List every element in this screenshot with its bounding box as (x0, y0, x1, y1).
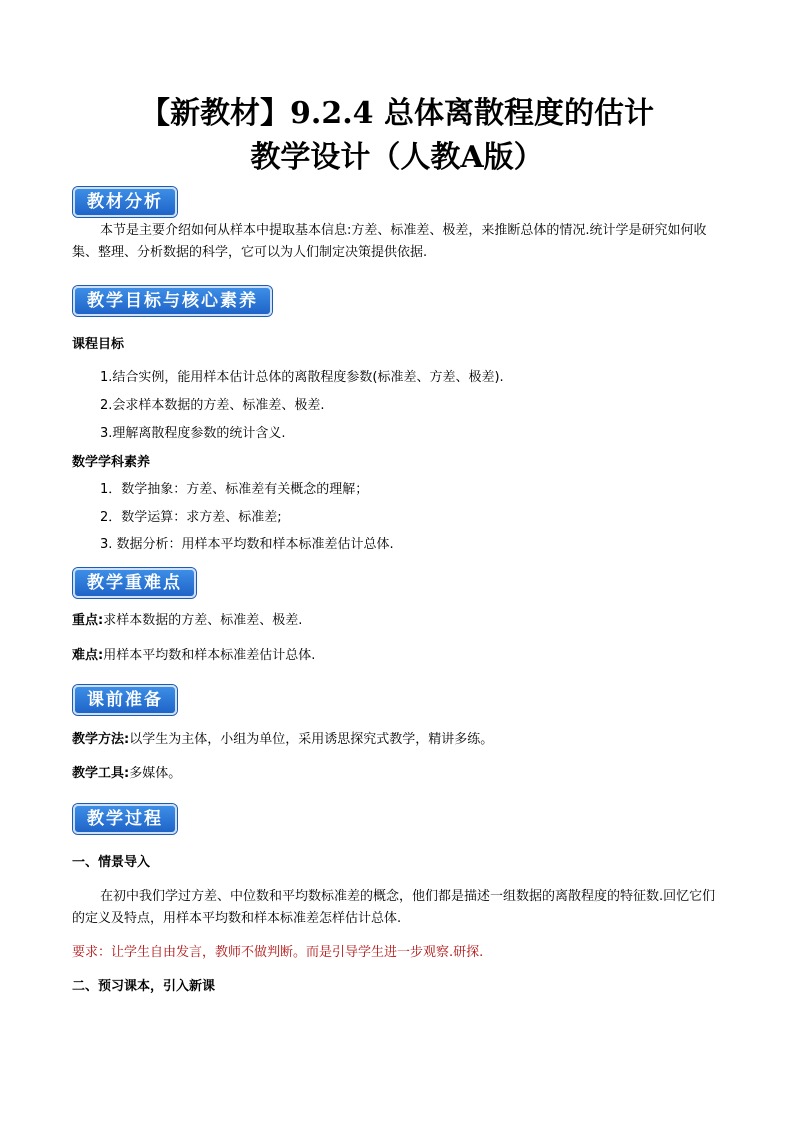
teaching-method-label: 教学方法: (72, 732, 130, 747)
literacy-item: 3. 数据分析：用样本平均数和样本标准差估计总体. (100, 537, 394, 552)
teaching-method-line (72, 729, 724, 751)
difficult-point-text: 用样本平均数和样本标准差估计总体. (103, 648, 316, 663)
step1-heading: 一、情景导入 (72, 855, 151, 870)
course-goals-heading: 课程目标 (72, 337, 125, 352)
key-point-text: 求样本数据的方差、标准差、极差. (103, 613, 303, 628)
badge-analysis: 教材分析 (73, 187, 177, 217)
step2-heading: 二、预习课本，引入新课 (72, 979, 216, 994)
literacy-heading: 数学学科素养 (72, 455, 151, 470)
literacy-item: 2．数学运算：求方差、标准差; (100, 510, 282, 525)
requirement-note: 要求：让学生自由发言，教师不做判断。而是引导学生进一步观察.研探. (72, 945, 484, 960)
literacy-item: 1．数学抽象：方差、标准差有关概念的理解； (100, 482, 369, 497)
teaching-tool-text: 多媒体。 (129, 766, 182, 781)
course-goal-item: 1.结合实例，能用样本估计总体的离散程度参数(标准差、方差、极差). (100, 370, 504, 385)
badge-prep: 课前准备 (73, 685, 177, 715)
badge-difficulty: 教学重难点 (73, 568, 196, 598)
step1-paragraph: 在初中我们学过方差、中位数和平均数标准差的概念，他们都是描述一组数据的离散程度的特征数.回忆它们的定义及特点，用样本平均数和样本标准差怎样估计总体. (72, 889, 716, 926)
course-goal-item: 2.会求样本数据的方差、标准差、极差. (100, 398, 325, 413)
difficult-point-line (72, 645, 724, 667)
teaching-tool-label: 教学工具: (72, 766, 130, 781)
teaching-method-text: 以学生为主体，小组为单位，采用诱思探究式教学，精讲多练。 (129, 732, 494, 747)
teaching-tool-line (72, 763, 724, 785)
badge-goals: 教学目标与核心素养 (73, 286, 272, 316)
document-title-line-2: 教学设计（人教A版） (250, 140, 544, 175)
key-point-label: 重点: (72, 613, 104, 628)
difficult-point-label: 难点: (72, 648, 104, 663)
analysis-paragraph: 本节是主要介绍如何从样本中提取基本信息:方差、标准差、极差，来推断总体的情况.统计学是研究如何收集、整理、分析数据的科学，它可以为人们制定决策提供依据. (72, 223, 707, 260)
course-goal-item: 3.理解离散程度参数的统计含义. (100, 426, 286, 441)
document-title-line-1: 【新教材】9.2.4 总体离散程度的估计 (140, 96, 654, 131)
badge-process: 教学过程 (73, 804, 177, 834)
key-point-line (72, 610, 724, 632)
